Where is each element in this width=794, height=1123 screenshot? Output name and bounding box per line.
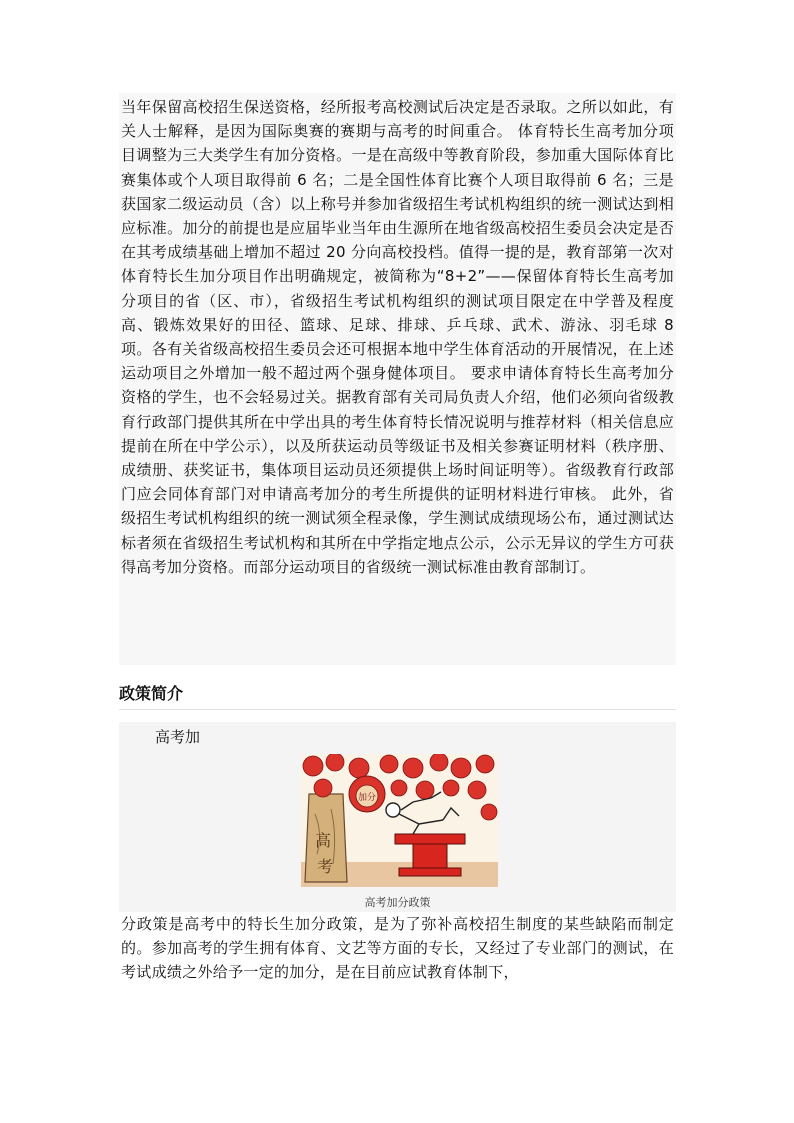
intro-lead-text: 高考加 [155,728,201,746]
article [119,93,676,984]
tree-label-1: 高 [315,831,332,850]
tree-label-2: 考 [317,857,334,876]
article-paragraph-continued: 分政策是高考中的特长生加分政策，是为了弥补高校招生制度的某些缺陷而制定的。参加高考的学生拥有体育、文艺等方面的专长，又经过了专业部门的测试，在考试成绩之外给予一定的加分，是在目前应试教育体制下， [121,915,674,981]
policy-cartoon-image [301,754,498,887]
cartoon-illustration [301,754,498,887]
policy-intro-box [119,722,676,912]
section-heading: 政策简介 [119,679,676,710]
figure-caption: 高考加分政策 [364,896,431,909]
article-paragraph: 当年保留高校招生保送资格，经所报考高校测试后决定是否录取。之所以如此，有关人士解释，是因为国际奥赛的赛期与高考的时间重合。 体育特长生高考加分项目调整为三大类学生有加分资格。一是在高级中等教育阶段，参加重大国际体育比赛集体或个人项目取得前 6 名；二是全国性体育比赛个人项目取得前 6 名；三是获国家二级运动员（含）以上称号并参加省级招生考试机构组织的统一测试达到相应标准。加分的前提也是应届毕业当年由生源所在地省级高校招生委员会决定是否在其考成绩基础上增加不超过 20 分向高校投档。值得一提的是，教育部第一次对体育特长生加分项目作出明确规定，被简称为“8+2”——保留体育特长生高考加分项目的省（区、市），省级招生考试机构组织的测试项目限定在中学普及程度高、锻炼效果好的田径、篮球、足球、排球、乒乓球、武术、游泳、羽毛球 8 项。各有关省级高校招生委员会还可根据本地中学生体育活动的开展情况，在上述运动项目之外增加一般不超过两个强身健体项目。 要求申请体育特长生高考加分资格的学生，也不会轻易过关。据教育部有关司局负责人介绍，他们必须向省级教育行政部门提供其所在中学出具的考生体育特长情况说明与推荐材料（相关信息应提前在所在中学公示），以及所获运动员等级证书及相关参赛证明材料（秩序册、成绩册、获奖证书，集体项目运动员还须提供上场时间证明等）。省级教育行政部门应会同体育部门对申请高考加分的考生所提供的证明材料进行审核。 此外，省级招生考试机构组织的统一测试须全程录像，学生测试成绩现场公布，通过测试达标者须在省级招生考试机构和其所在中学指定地点公示，公示无异议的学生方可获得高考加分资格。而部分运动项目的省级统一测试标准由教育部制订。 [119,93,676,665]
apple-badge-text: 加分 [358,793,377,803]
